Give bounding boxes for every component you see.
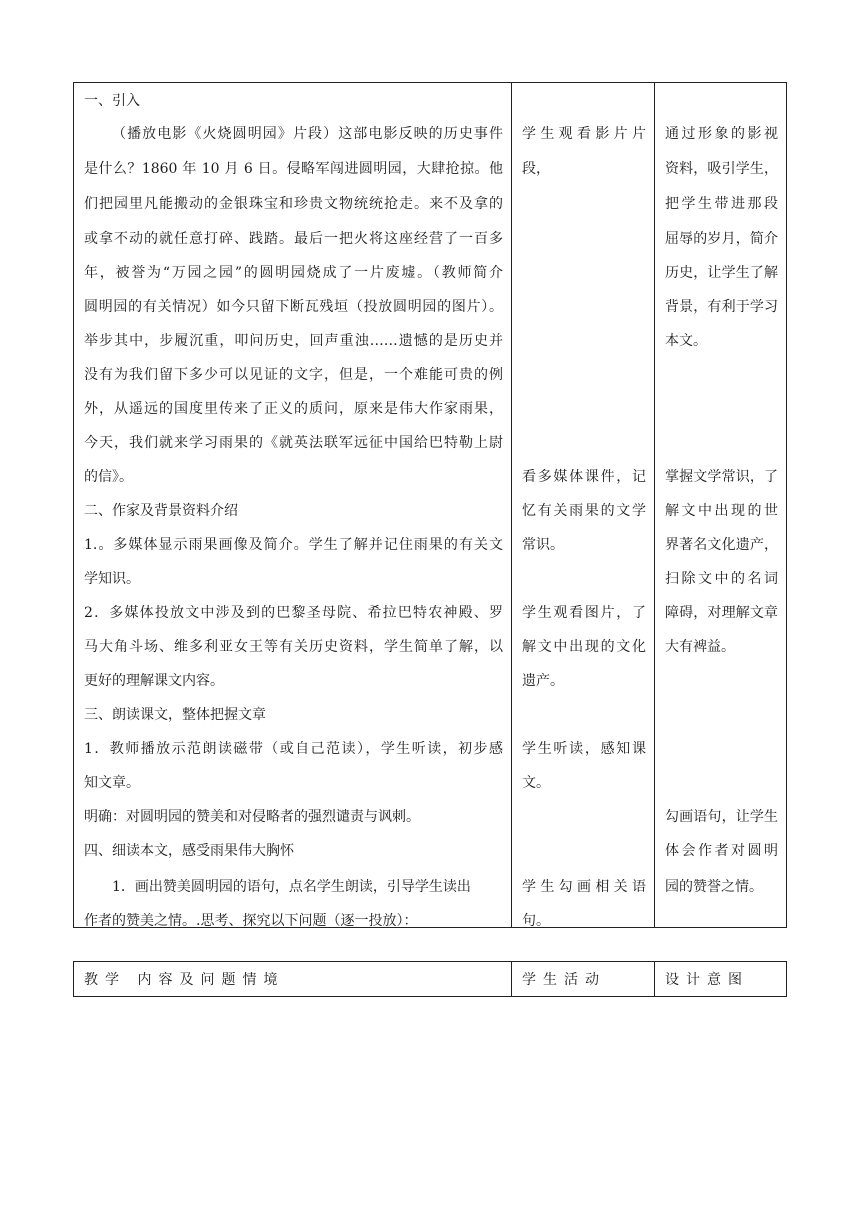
activity-line: 解文中出现的文化 bbox=[522, 639, 646, 655]
intent-line: 资料，吸引学生， bbox=[665, 161, 778, 177]
content-line: 年，被誉为“万园之园”的圆明园烧成了一片废墟。（教师简介 bbox=[84, 265, 503, 281]
content-line: 外，从遥远的国度里传来了正义的质问，原来是伟大作家雨果， bbox=[84, 401, 503, 417]
activity-line: 遗产。 bbox=[522, 673, 564, 689]
intent-column bbox=[655, 83, 786, 927]
content-line: 1.。多媒体显示雨果画像及简介。学生了解并记住雨果的有关文 bbox=[84, 537, 503, 553]
content-line: 举步其中，步履沉重，叩问历史，回声重浊……遗憾的是历史并 bbox=[84, 333, 503, 349]
intent-cell bbox=[655, 83, 787, 928]
intent-line: 界著名文化遗产， bbox=[665, 537, 778, 553]
content-line: 更好的理解课文内容。 bbox=[84, 673, 224, 689]
intent-line: 掌握文学常识，了 bbox=[665, 469, 778, 485]
content-line: 马大角斗场、维多利亚女王等有关历史资料，学生简单了解，以 bbox=[84, 639, 503, 655]
activity-line: 学生勾画相关语 bbox=[522, 879, 646, 895]
intent-line: 障碍，对理解文章 bbox=[665, 605, 778, 621]
content-line: 是什么？1860 年 10 月 6 日。侵略军闯进圆明园，大肆抢掠。他 bbox=[84, 161, 503, 177]
lesson-plan-table bbox=[73, 82, 787, 928]
content-line: 今天，我们就来学习雨果的《就英法联军远征中国给巴特勒上尉 bbox=[84, 435, 503, 451]
activity-line: 学生观看影片片 bbox=[522, 126, 646, 142]
intent-line: 把学生带进那段 bbox=[665, 196, 778, 212]
content-line: 知文章。 bbox=[84, 775, 140, 791]
activity-line: 文。 bbox=[522, 775, 550, 791]
activity-line: 常识。 bbox=[522, 537, 564, 553]
content-line: 或拿不动的就任意打碎、践踏。最后一把火将这座经营了一百多 bbox=[84, 231, 503, 247]
content-line: 作者的赞美之情。.思考、探究以下问题（逐一投放）： bbox=[84, 913, 418, 929]
intent-line: 历史，让学生了解 bbox=[665, 265, 778, 281]
content-column bbox=[74, 83, 511, 927]
intent-line: 屈辱的岁月，简介 bbox=[665, 231, 778, 247]
activity-line: 学生观看图片，了 bbox=[522, 605, 646, 621]
intent-line: 通过形象的影视 bbox=[665, 126, 778, 142]
content-line: 1．画出赞美圆明园的语句，点名学生朗读，引导学生读出 bbox=[112, 879, 471, 895]
content-cell bbox=[74, 83, 512, 928]
activity-line: 段， bbox=[522, 161, 550, 177]
content-line: 三、朗读课文，整体把握文章 bbox=[84, 707, 266, 723]
activity-column bbox=[512, 83, 654, 927]
content-line: 明确：对圆明园的赞美和对侵略者的强烈谴责与讽刺。 bbox=[84, 809, 420, 825]
content-line: 学知识。 bbox=[84, 571, 140, 587]
activity-line: 学生听读，感知课 bbox=[522, 741, 646, 757]
content-line: 一、引入 bbox=[84, 93, 140, 109]
intent-line: 勾画语句，让学生 bbox=[665, 809, 778, 825]
content-line: 四、细读本文，感受雨果伟大胸怀 bbox=[84, 843, 294, 859]
content-line: 1．教师播放示范朗读磁带（或自己范读），学生听读，初步感 bbox=[84, 741, 503, 757]
intent-line: 园的赞誉之情。 bbox=[665, 879, 763, 895]
content-line: 圆明园的有关情况）如今只留下断瓦残垣（投放圆明园的图片）。 bbox=[84, 299, 503, 315]
activity-line: 忆有关雨果的文学 bbox=[522, 503, 646, 519]
header-table bbox=[73, 961, 787, 997]
activity-line: 句。 bbox=[522, 913, 550, 929]
content-line: 们把园里凡能搬动的金银珠宝和珍贵文物统统抢走。来不及拿的 bbox=[84, 196, 503, 212]
intent-line: 背景，有利于学习 bbox=[665, 299, 778, 315]
intent-line: 扫除文中的名词 bbox=[665, 571, 778, 587]
content-line: 没有为我们留下多少可以见证的文字，但是，一个难能可贵的例 bbox=[84, 367, 503, 383]
header-intent: 设计意图 bbox=[655, 962, 787, 997]
intent-line: 解文中出现的世 bbox=[665, 503, 778, 519]
intent-line: 体会作者对圆明 bbox=[665, 843, 778, 859]
content-line: 2．多媒体投放文中涉及到的巴黎圣母院、希拉巴特农神殿、罗 bbox=[84, 605, 503, 621]
content-line: 二、作家及背景资料介绍 bbox=[84, 503, 238, 519]
intent-line: 大有裨益。 bbox=[665, 639, 735, 655]
activity-line: 看多媒体课件，记 bbox=[522, 469, 646, 485]
header-activity: 学生活动 bbox=[512, 962, 655, 997]
intent-line: 本文。 bbox=[665, 333, 707, 349]
content-line: 的信》。 bbox=[84, 469, 133, 485]
header-content: 教学 内容及问题情境 bbox=[74, 962, 512, 997]
activity-cell bbox=[512, 83, 655, 928]
content-line: （播放电影《火烧圆明园》片段）这部电影反映的历史事件 bbox=[112, 126, 503, 142]
